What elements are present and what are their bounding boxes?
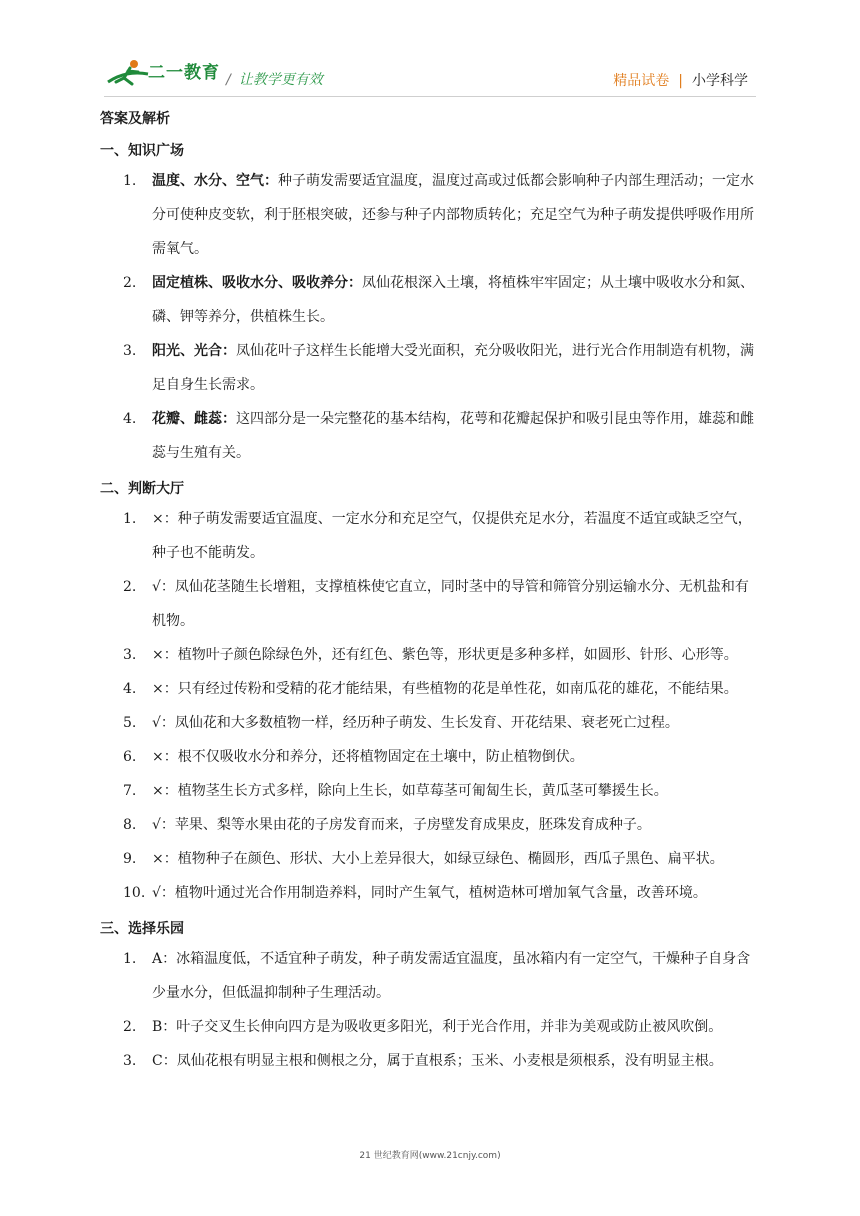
answer-item [100, 672, 762, 706]
item-number: 4. [123, 681, 137, 697]
item-text: √：苹果、梨等水果由花的子房发育而来，子房壁发育成果皮，胚珠发育成种子。 [152, 817, 651, 833]
item-number: 3. [123, 647, 137, 663]
answer-item [100, 402, 762, 470]
answer-item [100, 266, 762, 334]
page-footer: 21 世纪教育网(www.21cnjy.com) [359, 1151, 501, 1161]
item-text: ×：只有经过传粉和受精的花才能结果，有些植物的花是单性花，如南瓜花的雄花，不能结果。 [152, 681, 738, 697]
item-number: 1. [123, 173, 137, 189]
item-text: ×：植物茎生长方式多样，除向上生长，如草莓茎可匍匐生长，黄瓜茎可攀援生长。 [152, 783, 668, 799]
logo-text: 二一教育 [148, 63, 220, 83]
answer-item [100, 502, 762, 570]
item-number: 2. [123, 579, 137, 595]
item-number: 5. [123, 715, 137, 731]
tag-separator: | [678, 73, 683, 89]
item-text: √：凤仙花和大多数植物一样，经历种子萌发、生长发育、开花结果、衰老死亡过程。 [152, 715, 679, 731]
section-heading: 二、判断大厅 [100, 481, 184, 497]
item-text: ×：种子萌发需要适宜温度、一定水分和充足空气，仅提供充足水分，若温度不适宜或缺乏空气，种子也不能萌发。 [152, 511, 752, 561]
item-number: 2. [123, 275, 137, 291]
item-keyword: 固定植株、吸收水分、吸收养分： [152, 275, 362, 291]
item-keyword: 花瓣、雌蕊： [152, 411, 236, 427]
item-number: 9. [123, 851, 137, 867]
item-text: √：植物叶通过光合作用制造养料，同时产生氧气，植树造林可增加氧气含量，改善环境。 [152, 885, 707, 901]
item-number: 8. [123, 817, 137, 833]
item-number: 1. [123, 951, 137, 967]
item-text: 凤仙花叶子这样生长能增大受光面积，充分吸收阳光，进行光合作用制造有机物，满足自身生长需求。 [152, 343, 754, 393]
answer-item [100, 706, 762, 740]
item-text: 种子萌发需要适宜温度，温度过高或过低都会影响种子内部生理活动；一定水分可使种皮变软，利于胚根突破，还参与种子内部物质转化；充足空气为种子萌发提供呼吸作用所需氧气。 [152, 173, 754, 257]
item-text: A：冰箱温度低，不适宜种子萌发，种子萌发需适宜温度，虽冰箱内有一定空气，干燥种子自身含少量水分，但低温抑制种子生理活动。 [152, 951, 751, 1001]
tag-premium: 精品试卷 [613, 73, 670, 89]
item-number: 3. [123, 1053, 137, 1069]
answer-item [100, 1044, 762, 1078]
item-text: 这四部分是一朵完整花的基本结构，花萼和花瓣起保护和吸引昆虫等作用，雄蕊和雌蕊与生殖有关。 [152, 411, 754, 461]
header-tags [613, 70, 748, 90]
item-number: 6. [123, 749, 137, 765]
item-text: ×：植物叶子颜色除绿色外，还有红色、紫色等，形状更是多种多样，如圆形、针形、心形等。 [152, 647, 738, 663]
item-number: 7. [123, 783, 137, 799]
answer-item [100, 570, 762, 638]
item-number: 3. [123, 343, 137, 359]
item-keyword: 温度、水分、空气： [152, 173, 278, 189]
item-number: 1. [123, 511, 137, 527]
item-text: C：凤仙花根有明显主根和侧根之分，属于直根系；玉米、小麦根是须根系，没有明显主根。 [152, 1053, 723, 1069]
answer-item [100, 1010, 762, 1044]
page-header [0, 0, 860, 100]
answer-item [100, 334, 762, 402]
answer-item [100, 164, 762, 266]
answer-content [100, 104, 762, 1078]
answer-item [100, 808, 762, 842]
page-title: 答案及解析 [100, 111, 170, 127]
answer-item [100, 876, 762, 910]
answer-item [100, 774, 762, 808]
answer-item [100, 842, 762, 876]
item-number: 4. [123, 411, 137, 427]
answer-item [100, 638, 762, 672]
item-number: 2. [123, 1019, 137, 1035]
item-text: √：凤仙花茎随生长增粗，支撑植株使它直立，同时茎中的导管和筛管分别运输水分、无机盐和有机物。 [152, 579, 749, 629]
tag-subject: 小学科学 [692, 73, 748, 89]
item-text: 凤仙花根深入土壤，将植株牢牢固定；从土壤中吸收水分和氮、磷、钾等养分，供植株生长。 [152, 275, 754, 325]
item-text: ×：根不仅吸收水分和养分，还将植物固定在土壤中，防止植物倒伏。 [152, 749, 584, 765]
item-text: B：叶子交叉生长伸向四方是为吸收更多阳光，利于光合作用，并非为美观或防止被风吹倒。 [152, 1019, 723, 1035]
item-text: ×：植物种子在颜色、形状、大小上差异很大，如绿豆绿色、椭圆形，西瓜子黑色、扁平状。 [152, 851, 724, 867]
answer-item [100, 740, 762, 774]
item-number: 10. [123, 885, 146, 901]
slogan: / 让教学更有效 [226, 72, 323, 88]
header-divider [104, 96, 756, 97]
answer-item [100, 942, 762, 1010]
section-heading: 一、知识广场 [100, 143, 184, 159]
item-keyword: 阳光、光合： [152, 343, 236, 359]
section-heading: 三、选择乐园 [100, 921, 184, 937]
